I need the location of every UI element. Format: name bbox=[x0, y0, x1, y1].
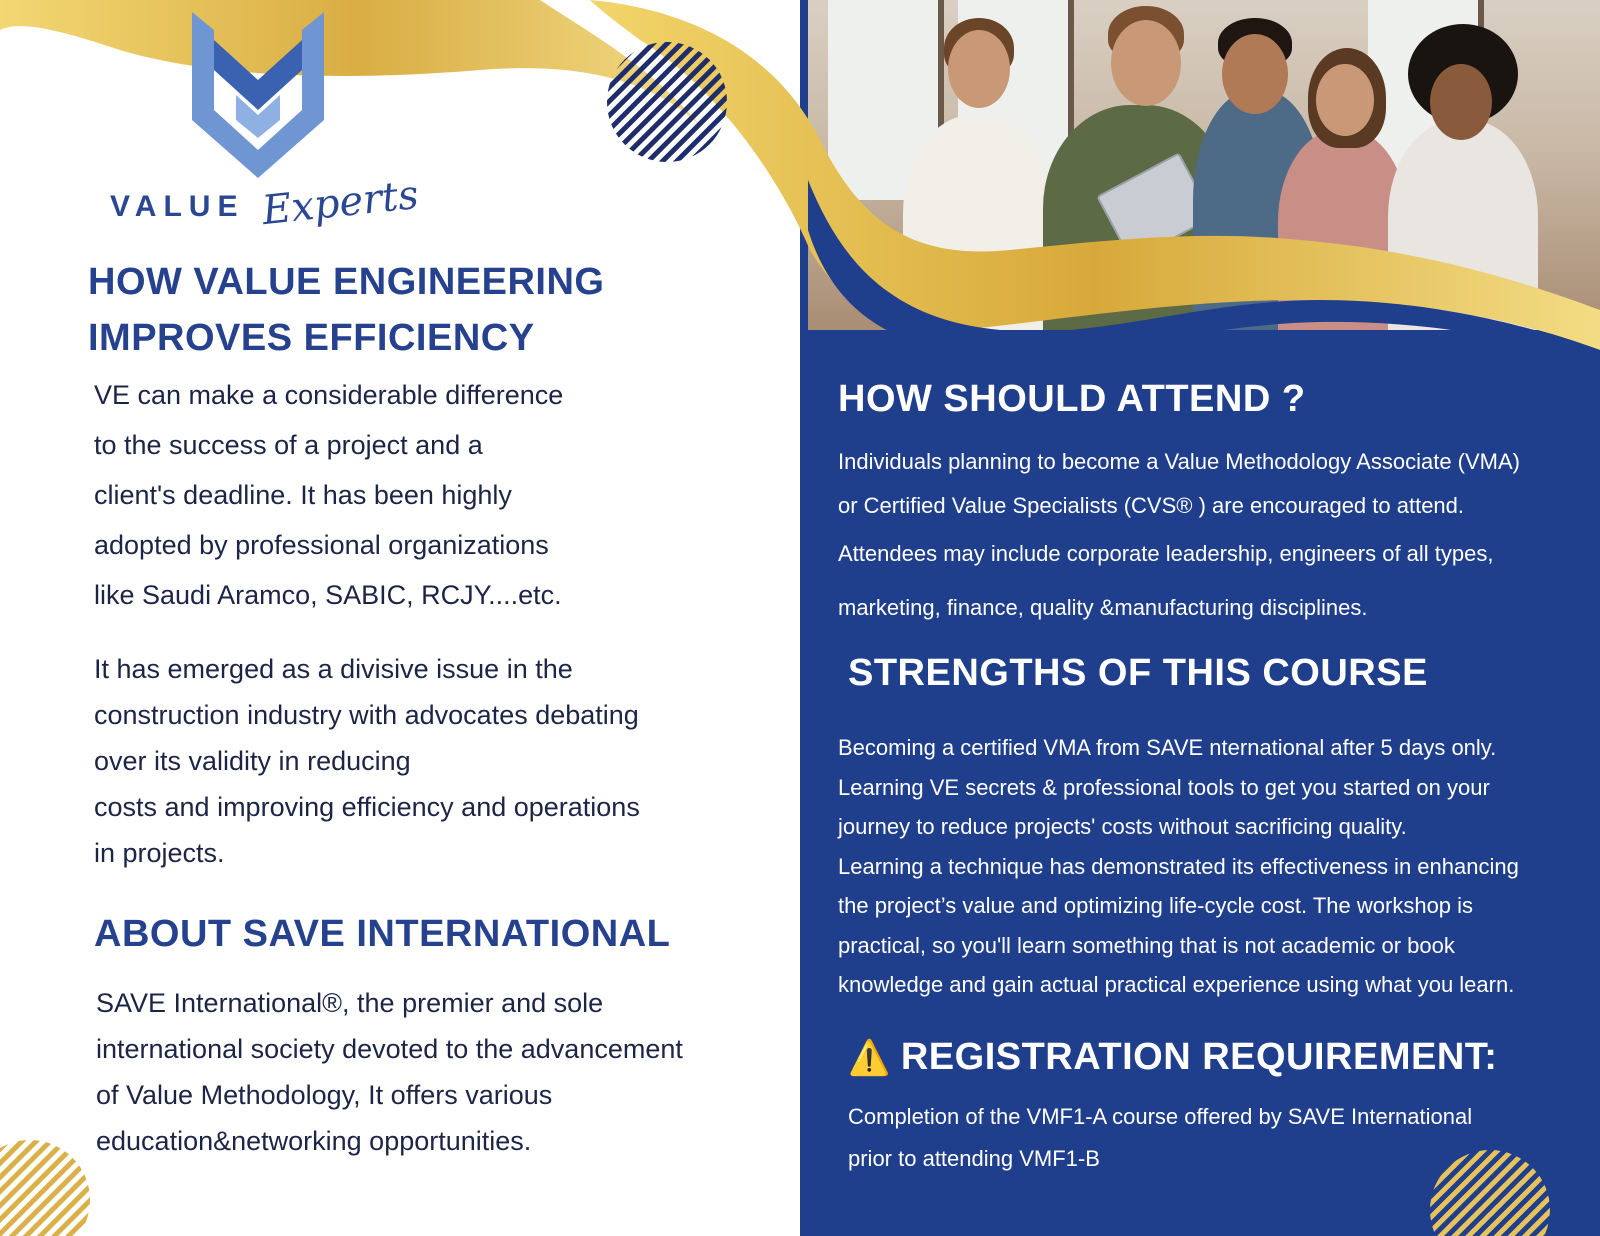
text-line: journey to reduce projects' costs without sacrificing quality. bbox=[838, 814, 1407, 839]
registration-heading: REGISTRATION REQUIREMENT: bbox=[900, 1036, 1498, 1078]
gold-wave-top bbox=[0, 0, 720, 150]
text-line: education&networking opportunities. bbox=[96, 1126, 532, 1156]
text-line: adopted by professional organizations bbox=[94, 530, 549, 560]
stripe-circle-gold-left bbox=[0, 1140, 90, 1236]
logo-wordmark: VALUE bbox=[110, 190, 245, 223]
text-line: or Certified Value Specialists (CVS® ) are encouraged to attend. bbox=[838, 493, 1465, 518]
text-line: VE can make a considerable difference bbox=[94, 380, 564, 410]
text-line: It has emerged as a divisive issue in the bbox=[94, 654, 573, 684]
text-line: Learning a technique has demonstrated its effectiveness in enhancing bbox=[838, 853, 1519, 879]
attend-heading: HOW SHOULD ATTEND ? bbox=[838, 378, 1306, 420]
registration-paragraph bbox=[848, 1096, 1472, 1180]
text-line: client's deadline. It has been highly bbox=[94, 480, 512, 510]
main-heading-line: HOW VALUE ENGINEERING bbox=[88, 261, 605, 303]
intro-paragraph bbox=[94, 370, 563, 620]
main-heading-line: IMPROVES EFFICIENCY bbox=[88, 317, 535, 359]
text-line: SAVE International®, the premier and sole bbox=[96, 988, 604, 1018]
logo-script-word: Experts bbox=[260, 171, 421, 235]
text-line: construction industry with advocates debating bbox=[94, 700, 639, 730]
main-heading bbox=[88, 254, 605, 366]
text-line: to the success of a project and a bbox=[94, 430, 483, 460]
attend-paragraph bbox=[838, 440, 1520, 630]
debate-paragraph bbox=[94, 646, 640, 876]
text-line: costs and improving efficiency and operations bbox=[94, 792, 640, 822]
stripe-circle-navy bbox=[607, 42, 727, 162]
text-line: over its validity in reducing bbox=[94, 746, 411, 776]
text-line: the project’s value and optimizing life-cycle cost. The workshop is bbox=[838, 893, 1474, 918]
strengths-heading: STRENGTHS OF THIS COURSE bbox=[848, 652, 1428, 694]
text-line: international society devoted to the advancement bbox=[96, 1034, 683, 1064]
text-line: of Value Methodology, It offers various bbox=[96, 1080, 553, 1110]
warning-icon: ⚠️ bbox=[848, 1038, 891, 1077]
about-heading: ABOUT SAVE INTERNATIONAL bbox=[94, 913, 671, 955]
text-line: in projects. bbox=[94, 838, 225, 868]
text-line: Attendees may include corporate leadership, engineers of all types, bbox=[838, 541, 1494, 566]
text-line: Completion of the VMF1-A course offered by SAVE International bbox=[848, 1104, 1473, 1129]
text-line: prior to attending VMF1-B bbox=[848, 1146, 1100, 1171]
text-line: Becoming a certified VMA from SAVE nternational after 5 days only. bbox=[838, 735, 1497, 760]
strengths-paragraph bbox=[838, 728, 1519, 1005]
text-line: Learning VE secrets & professional tools to get you started on your bbox=[838, 774, 1490, 800]
text-line: practical, so you'll learn something that is not academic or book bbox=[838, 932, 1455, 958]
text-line: like Saudi Aramco, SABIC, RCJY....etc. bbox=[94, 580, 562, 610]
text-line: Individuals planning to become a Value Methodology Associate (VMA) bbox=[838, 449, 1520, 474]
gold-ribbon bbox=[590, 0, 1600, 350]
about-paragraph bbox=[96, 980, 683, 1164]
text-line: marketing, finance, quality &manufacturing disciplines. bbox=[838, 595, 1368, 620]
registration-heading-row bbox=[848, 1036, 1497, 1079]
text-line: knowledge and gain actual practical experience using what you learn. bbox=[838, 972, 1515, 997]
